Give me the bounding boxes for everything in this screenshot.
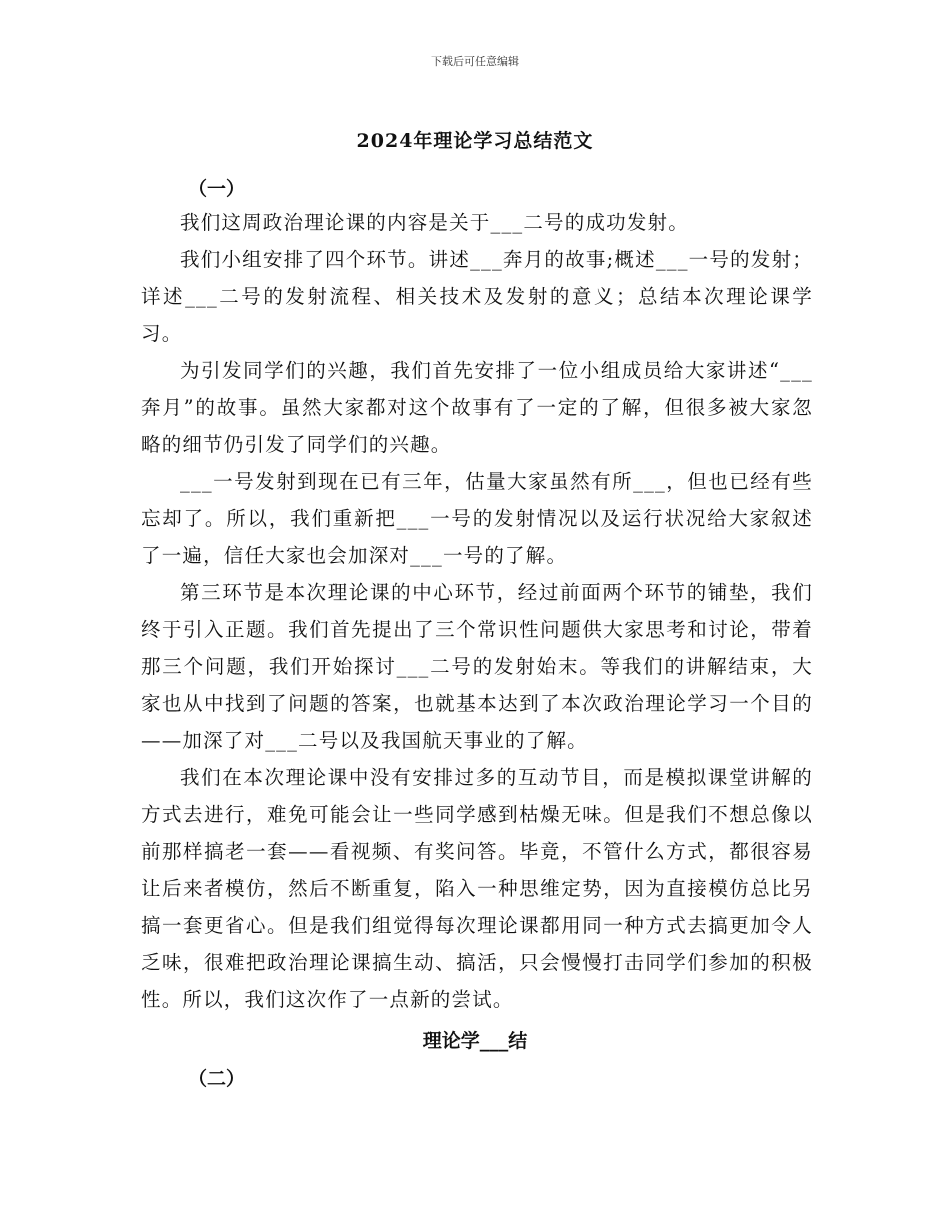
paragraph: 第三环节是本次理论课的中心环节，经过前面两个环节的铺垫，我们终于引入正题。我们首先提出了三个常识性问题供大家思考和讨论，带着那三个问题，我们开始探讨___二号的发射始末。等我们的讲解结束，大家也从中找到了问题的答案，也就基本达到了本次政治理论学习一个目的——加深了对___二号以及我国航天事业的了解。 [141, 581, 813, 752]
document-body [141, 204, 813, 1018]
paragraph: ___一号发射到现在已有三年，估量大家虽然有所___，但也已经有些忘却了。所以，我们重新把___一号的发射情况以及运行状况给大家叙述了一遍，信任大家也会加深对___一号的了解。 [141, 470, 813, 567]
paragraph: 我们小组安排了四个环节。讲述___奔月的故事;概述___一号的发射；详述___二号的发射流程、相关技术及发射的意义；总结本次理论课学习。 [141, 248, 813, 345]
paragraph: 为引发同学们的兴趣，我们首先安排了一位小组成员给大家讲述“___奔月”的故事。虽然大家都对这个故事有了一定的了解，但很多被大家忽略的细节仍引发了同学们的兴趣。 [141, 359, 813, 456]
section-subtitle: 理论学___结 [422, 1030, 528, 1052]
page-header: 下载后可任意编辑 [431, 55, 519, 68]
section-marker-1: （一） [188, 178, 246, 200]
document-title: 2024年理论学习总结范文 [356, 130, 594, 152]
section-marker-2: （二） [188, 1068, 246, 1090]
paragraph: 我们这周政治理论课的内容是关于___二号的成功发射。 [180, 211, 689, 234]
paragraph: 我们在本次理论课中没有安排过多的互动节目，而是模拟课堂讲解的方式去进行，难免可能会让一些同学感到枯燥无味。但是我们不想总像以前那样搞老一套——看视频、有奖问答。毕竟，不管什么方式，都很容易让后来者模仿，然后不断重复，陷入一种思维定势，因为直接模仿总比另搞一套更省心。但是我们组觉得每次理论课都用同一种方式去搞更加令人乏味，很难把政治理论课搞生动、搞活，只会慢慢打击同学们参加的积极性。所以，我们这次作了一点新的尝试。 [141, 766, 813, 1011]
